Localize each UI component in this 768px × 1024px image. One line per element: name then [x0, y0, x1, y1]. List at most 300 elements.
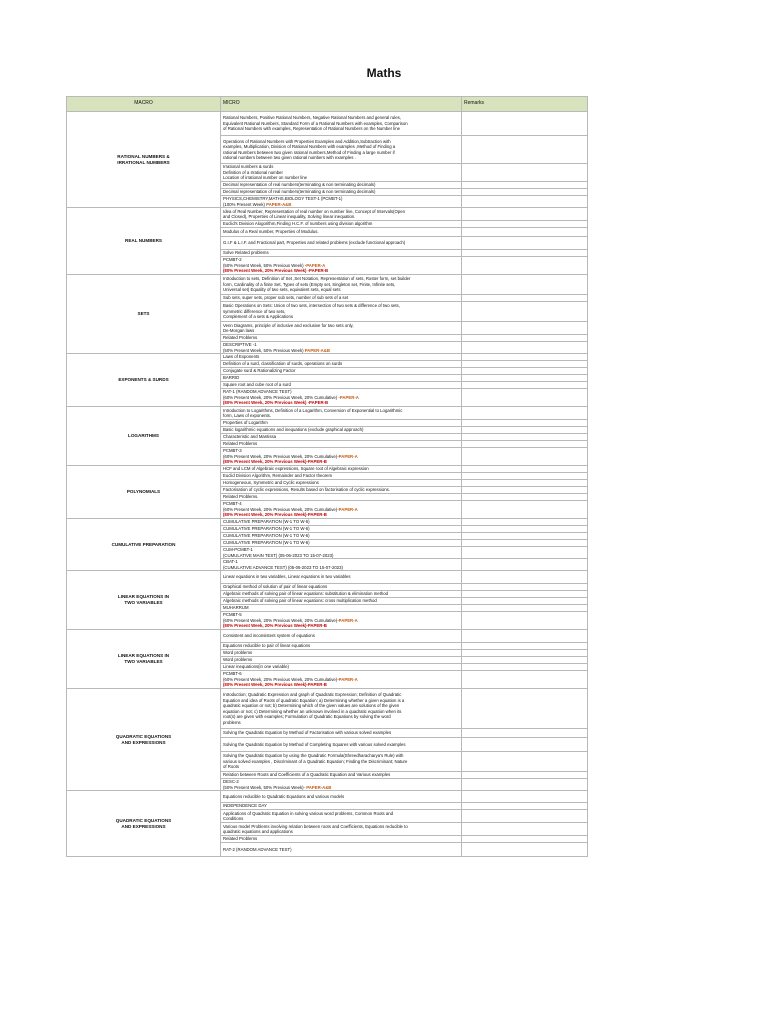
micro-text: Equations reducible to Quadratic Equations and various models	[223, 793, 345, 799]
micro-text: Conjugate surd & Rationalizing Factor	[223, 368, 296, 374]
remarks-cell	[462, 361, 588, 368]
remarks-cell	[462, 434, 588, 441]
micro-line	[223, 420, 459, 426]
micro-cell	[221, 591, 462, 598]
micro-text: G.I.F & L.I.F. and Fractional part, Properties and related problems (exclude functional approach)	[223, 240, 406, 246]
micro-cell	[221, 605, 462, 612]
micro-cell	[221, 729, 462, 738]
table-row	[67, 571, 588, 584]
remarks-cell	[462, 803, 588, 810]
remarks-cell	[462, 389, 588, 407]
paper-tag: PAPER-A	[338, 453, 358, 459]
micro-line	[223, 494, 459, 500]
micro-line	[223, 598, 459, 604]
syllabus-table	[66, 96, 588, 857]
micro-text: CUMULATIVE PREPARATION (W-1 TO W-6)	[223, 533, 310, 539]
micro-cell	[221, 480, 462, 487]
micro-cell	[221, 275, 462, 295]
micro-cell	[221, 738, 462, 752]
micro-text: Rational Numbers, Positive Rational Numbers, Negative Rational Numbers and general rules,	[223, 115, 401, 121]
micro-line	[223, 189, 459, 195]
macro-header: MACRO	[67, 97, 221, 112]
micro-line	[223, 459, 459, 465]
micro-cell	[221, 533, 462, 540]
micro-cell	[221, 643, 462, 650]
remarks-cell	[462, 407, 588, 420]
remarks-cell	[462, 559, 588, 571]
remarks-cell	[462, 136, 588, 164]
micro-text: Related Problems	[223, 335, 258, 341]
micro-cell	[221, 228, 462, 237]
remarks-cell	[462, 540, 588, 547]
remarks-cell	[462, 189, 588, 196]
micro-text: Euclid Division Algorithm, Remainder and Factor theorem	[223, 473, 333, 479]
micro-line	[223, 829, 459, 835]
macro-label: QUADRATIC EQUATIONS	[115, 733, 172, 739]
micro-cell	[221, 342, 462, 354]
micro-cell	[221, 237, 462, 250]
micro-text: various solved examples , Discriminant of a Quadratic Equation; Finding the Discriminant; Nature	[223, 758, 408, 764]
micro-cell	[221, 250, 462, 257]
micro-text: CUMULATIVE PREPARATION (W-1 TO W-6)	[223, 519, 310, 525]
paper-tag: PAPER-A	[338, 506, 358, 512]
remarks-cell	[462, 650, 588, 657]
micro-cell	[221, 650, 462, 657]
micro-text: Word problems	[223, 650, 253, 656]
remarks-cell	[462, 466, 588, 473]
table-row	[67, 791, 588, 803]
remarks-cell	[462, 823, 588, 836]
micro-cell	[221, 302, 462, 322]
micro-cell	[221, 664, 462, 671]
macro-cell	[67, 275, 221, 354]
micro-text: (60% Present Week, 20% Previous Week, 20% Cumulative)-	[223, 506, 339, 512]
paper-tag: PAPER-A	[338, 617, 358, 623]
table-row	[67, 630, 588, 643]
micro-line	[223, 328, 459, 334]
micro-cell	[221, 803, 462, 810]
micro-text: (60% Present Week, 20% Previous Week, 20% Cumulative) -	[223, 394, 340, 400]
micro-text: Square root and cube root of a surd	[223, 382, 291, 388]
macro-cell	[67, 689, 221, 791]
micro-cell	[221, 791, 462, 803]
micro-text: Linear inequations(in one variable)	[223, 664, 289, 670]
remarks-cell	[462, 322, 588, 335]
remarks-cell	[462, 237, 588, 250]
micro-text: Venn Diagrams, principle of inclusive and exclusive for two sets only,	[223, 322, 354, 328]
macro-cell	[67, 519, 221, 571]
micro-text: Equivalent Rational Numbers, Standard Form of a Rational Numbers with examples, Comparison	[223, 120, 408, 126]
micro-text: RAT-1 (RANDOM ADVANCE TEST)	[223, 389, 292, 395]
micro-text: BARRID	[223, 375, 240, 381]
remarks-cell	[462, 182, 588, 189]
remarks-cell	[462, 501, 588, 519]
micro-text: Introduction; Quadratic Expression and graph of Quadratic Expression; Definition of Quadratic	[223, 692, 402, 697]
macro-cell	[67, 112, 221, 208]
micro-cell	[221, 448, 462, 466]
micro-cell	[221, 779, 462, 791]
micro-cell	[221, 526, 462, 533]
micro-text: PCMBT-6	[223, 671, 242, 677]
remarks-cell	[462, 571, 588, 584]
micro-line	[223, 250, 459, 256]
micro-line	[223, 287, 459, 293]
micro-line	[223, 836, 459, 842]
macro-cell	[67, 407, 221, 466]
macro-cell	[67, 630, 221, 689]
micro-cell	[221, 112, 462, 136]
micro-cell	[221, 434, 462, 441]
micro-line	[223, 623, 459, 629]
micro-line	[223, 126, 459, 132]
micro-cell	[221, 473, 462, 480]
micro-cell	[221, 221, 462, 228]
remarks-cell	[462, 382, 588, 389]
micro-line	[223, 240, 459, 246]
remarks-cell	[462, 164, 588, 182]
micro-text: Graphical method of solution of pair of linear equations	[223, 584, 328, 590]
macro-label: SETS	[137, 311, 150, 316]
micro-line	[223, 526, 459, 532]
micro-line	[223, 785, 459, 791]
micro-text: Various model Problems involving relation between roots and Coefficients, Equations reducible to	[223, 823, 408, 829]
macro-cell	[67, 466, 221, 519]
remarks-cell	[462, 752, 588, 772]
micro-text: Conditions	[223, 816, 244, 821]
micro-cell	[221, 382, 462, 389]
micro-text: MUHARRUM	[223, 605, 249, 611]
micro-text: rational numbers between two given rational numbers with examples .	[223, 155, 356, 160]
micro-text: symmetric difference of two sets,	[223, 308, 286, 314]
micro-cell	[221, 487, 462, 494]
micro-text: Consistent and inconsistent system of equations	[223, 633, 315, 639]
macro-cell	[67, 791, 221, 857]
remarks-cell	[462, 689, 588, 729]
micro-line	[223, 847, 459, 853]
micro-cell	[221, 407, 462, 420]
micro-cell	[221, 196, 462, 208]
micro-cell	[221, 420, 462, 427]
micro-cell	[221, 547, 462, 559]
micro-text: Algebraic methods of solving pair of linear equations: substitution & elimination method	[223, 591, 389, 597]
remarks-cell	[462, 302, 588, 322]
micro-line	[223, 229, 459, 235]
macro-label: IRRATIONAL NUMBERS	[117, 159, 170, 165]
micro-text: Euclid's Division Alogorithm,Finding H.C.F. of numbers using division algorithm	[223, 221, 373, 227]
micro-line	[223, 533, 459, 539]
micro-line	[223, 803, 459, 809]
micro-text: CBAT-1	[223, 559, 238, 564]
table-row	[67, 519, 588, 526]
macro-label: LINEAR EQUATIONS IN	[117, 653, 170, 658]
micro-text: Factorisation of cyclic expressions, Results based on factorisation of cyclic expressions.	[223, 487, 390, 493]
micro-line	[223, 633, 459, 639]
macro-label: EXPONENTS & SURDS	[118, 377, 169, 382]
micro-cell	[221, 630, 462, 643]
micro-text: of Rational Numbers with examples, Representation of Rational Numbers on the Number line	[223, 126, 400, 132]
micro-line	[223, 730, 459, 736]
remarks-cell	[462, 448, 588, 466]
micro-text: Algebraic methods of solving pair of linear equations: cross multiplication method	[223, 598, 377, 604]
remarks-cell	[462, 584, 588, 591]
micro-line	[223, 221, 459, 227]
micro-text: PCMBT-4	[223, 501, 242, 507]
micro-line	[223, 434, 459, 440]
micro-text: Word problems	[223, 657, 253, 663]
micro-text: Homogeneous, Symmetric and Cyclic expressions	[223, 480, 319, 486]
remarks-cell	[462, 519, 588, 526]
remarks-cell	[462, 208, 588, 221]
remarks-cell	[462, 257, 588, 275]
micro-cell	[221, 494, 462, 501]
micro-text: (50% Present Week, 50% Previous Week)-	[223, 784, 307, 790]
remarks-cell	[462, 335, 588, 342]
macro-label: AND EXPRESSIONS	[121, 823, 166, 829]
micro-text: Relation between Roots and Coefficients of a Quadratic Equation and Various examples	[223, 772, 391, 778]
remarks-cell	[462, 228, 588, 237]
micro-cell	[221, 189, 462, 196]
micro-text: Solving the Quadratic Equation by Method of Factorisation with various solved examples	[223, 730, 392, 736]
macro-label: CUMULATIVE PREPARATION	[111, 541, 176, 547]
remarks-cell	[462, 295, 588, 302]
micro-cell	[221, 843, 462, 857]
micro-line	[223, 368, 459, 374]
micro-line	[223, 413, 459, 419]
micro-text: Sub sets, super sets, proper sub sets, number of sub sets of a set	[223, 295, 349, 301]
micro-text: (60% Present Week, 20% Previous Week, 20% Cumulative)-	[223, 676, 339, 682]
micro-text: INDEPENDENCE DAY	[223, 803, 267, 809]
micro-text: Laws of Exponents	[223, 354, 260, 360]
micro-text: (CUMULATIVE ADVANCE TEST) (05-06-2023 TO 15-07-2023)	[223, 564, 343, 570]
micro-text: (80% Present Week, 20% Previous Week)-PAPER-B	[223, 512, 327, 518]
remarks-cell	[462, 375, 588, 382]
micro-text: HCF and LCM of Algebraic expressions, Square root of Algebraic expression	[223, 466, 369, 472]
table-row	[67, 354, 588, 361]
remarks-cell	[462, 779, 588, 791]
micro-text: Properties of Logarithm	[223, 420, 268, 426]
micro-cell	[221, 519, 462, 526]
micro-cell	[221, 361, 462, 368]
micro-cell	[221, 257, 462, 275]
micro-cell	[221, 295, 462, 302]
remarks-cell	[462, 427, 588, 434]
micro-text: Modulus of a Real number, Properties of Modulus.	[223, 229, 319, 235]
micro-text: Operations of Rational Numbers with Properties Examples and Addition,Subtraction with	[223, 138, 391, 144]
micro-text: CUMULATIVE PREPARATION (W-1 TO W-6)	[223, 526, 310, 532]
micro-text: CUM-PCMBT-1	[223, 547, 253, 552]
remarks-cell	[462, 368, 588, 375]
micro-cell	[221, 571, 462, 584]
micro-text: DESC-2	[223, 779, 239, 784]
paper-tag: PAPER-A&B	[306, 784, 332, 790]
macro-label: AND EXPRESSIONS	[121, 739, 166, 745]
macro-label: TWO VARIABLES	[124, 659, 163, 664]
micro-cell	[221, 322, 462, 335]
macro-cell	[67, 571, 221, 630]
micro-text: Decimal representation of real numbers(terminating & non terminating decimals)	[223, 182, 376, 188]
micro-line	[223, 742, 459, 748]
micro-line	[223, 574, 459, 580]
micro-text: (CUMULATIVE MAIN TEST) (05-06-2023 TO 15-07-2023)	[223, 552, 334, 558]
remarks-cell	[462, 630, 588, 643]
micro-line	[223, 643, 459, 649]
micro-text: (80% Present Week, 20% Previous Week) -PAPER-B	[223, 400, 329, 406]
macro-label: QUADRATIC EQUATIONS	[115, 817, 172, 823]
micro-cell	[221, 182, 462, 189]
micro-cell	[221, 540, 462, 547]
micro-text: Related Problems	[223, 441, 258, 447]
micro-cell	[221, 823, 462, 836]
micro-line	[223, 335, 459, 341]
micro-text: PCMBT-3	[223, 448, 242, 454]
micro-text: DESCRIPTIVE -1	[223, 342, 257, 347]
micro-cell	[221, 612, 462, 630]
micro-line	[223, 182, 459, 188]
paper-tag: PAPER-A	[339, 394, 359, 400]
micro-cell	[221, 164, 462, 182]
micro-line	[223, 605, 459, 611]
micro-line	[223, 382, 459, 388]
micro-text: Basic logarithmic equations and inequations (exclude graphical approach)	[223, 427, 364, 433]
micro-text: Introduction to sets, Definition of Set ,Set Notation, Representation of sets, Roster form, set builder	[223, 276, 411, 282]
micro-text: (60% Present Week, 20% Previous Week, 20% Cumulative)-	[223, 617, 339, 623]
paper-tag: PAPER-A	[306, 262, 326, 268]
remarks-cell	[462, 112, 588, 136]
micro-text: equation or not; c) Determining whether an unknown involved in a quadratic equation when its	[223, 708, 402, 714]
header-row	[67, 97, 588, 112]
micro-text: Equations reducible to pair of linear equations	[223, 643, 311, 649]
remarks-cell	[462, 547, 588, 559]
micro-text: Idea of Real Number, Representation of real number on number line, Concept of Intervals(Open	[223, 208, 406, 214]
micro-line	[223, 682, 459, 688]
micro-line	[223, 764, 459, 770]
micro-text: PCMBT-2	[223, 257, 242, 263]
remarks-cell	[462, 843, 588, 857]
micro-text: (60% Present Week, 20% Previous Week, 20% Cumulative)-	[223, 453, 339, 459]
micro-cell	[221, 427, 462, 434]
remarks-cell	[462, 487, 588, 494]
remarks-cell	[462, 791, 588, 803]
micro-text: Location of irrational number on number line	[223, 175, 308, 181]
paper-tag: PAPER-A	[338, 676, 358, 682]
micro-text: CUMULATIVE PREPARATION (W-1 TO W-6)	[223, 540, 310, 546]
micro-line	[223, 664, 459, 670]
micro-cell	[221, 584, 462, 591]
macro-label: REAL NUMBERS	[125, 238, 162, 243]
micro-line	[223, 480, 459, 486]
remarks-cell	[462, 420, 588, 427]
micro-text: Decimal representation of real numbers(terminating & non terminating decimals)	[223, 189, 376, 195]
micro-cell	[221, 671, 462, 689]
micro-cell	[221, 657, 462, 664]
micro-text: (80% Present Week, 20% Previous Week)-PAPER-B	[223, 682, 327, 688]
micro-line	[223, 816, 459, 822]
remarks-cell	[462, 221, 588, 228]
micro-cell	[221, 354, 462, 361]
micro-cell	[221, 752, 462, 772]
micro-line	[223, 348, 459, 354]
micro-line	[223, 466, 459, 472]
micro-text: Solving the Quadratic Equation by Method of Completing Squares with various solved examples	[223, 741, 406, 747]
macro-label: LINEAR EQUATIONS IN	[117, 594, 170, 599]
remarks-cell	[462, 250, 588, 257]
micro-line	[223, 354, 459, 360]
micro-line	[223, 314, 459, 320]
remarks-cell	[462, 196, 588, 208]
micro-cell	[221, 501, 462, 519]
remarks-cell	[462, 657, 588, 664]
remarks-cell	[462, 612, 588, 630]
micro-text: quadratic equations and applications	[223, 829, 293, 834]
micro-line	[223, 295, 459, 301]
micro-text: root(s) are given with examples; Formulation of Quadratic Equations by solving the word	[223, 714, 391, 719]
remarks-cell	[462, 605, 588, 612]
remarks-cell	[462, 671, 588, 689]
remarks-cell	[462, 533, 588, 540]
micro-cell	[221, 389, 462, 407]
document-title: Maths	[366, 66, 402, 80]
micro-cell	[221, 466, 462, 473]
remarks-cell	[462, 441, 588, 448]
macro-label: POLYNOMIALS	[126, 489, 161, 494]
micro-cell	[221, 559, 462, 571]
table-row	[67, 112, 588, 136]
micro-line	[223, 155, 459, 161]
micro-text: Complement of a sets & Applications	[223, 314, 293, 320]
micro-text: of Roots	[223, 764, 240, 770]
micro-text: Irrational numbers & surds	[223, 164, 274, 170]
micro-cell	[221, 136, 462, 164]
table-row	[67, 407, 588, 420]
micro-text: (50% Present Week, 50% Previous Week) -	[223, 262, 307, 268]
micro-text: (100% Present Week)	[223, 201, 267, 207]
remarks-cell	[462, 494, 588, 501]
remarks-cell	[462, 354, 588, 361]
micro-cell	[221, 335, 462, 342]
micro-cell	[221, 689, 462, 729]
micro-line	[223, 794, 459, 800]
remarks-header: Remarks	[462, 97, 588, 112]
micro-text: PHYSICS,CHEMISTRY,MATHS,BIOLOGY TEST-1 (PCMBT-1)	[223, 196, 343, 201]
micro-line	[223, 519, 459, 525]
micro-text: RAT-2 (RANDOM ADVANCE TEST)	[223, 846, 292, 852]
paper-tag: PAPER-A&B	[304, 347, 330, 353]
micro-text: rational Numbers between two given rational numbers,Method of Finding a large number if	[223, 149, 395, 155]
micro-text: (50% Present Week, 50% Previous Week)	[223, 347, 305, 353]
remarks-cell	[462, 591, 588, 598]
micro-text: Definition of a Irrational number	[223, 169, 283, 175]
micro-line	[223, 565, 459, 571]
micro-text: Universal set) Equality of two sets, equivalent sets, equal sets	[223, 287, 341, 293]
micro-text: form, Cardinality of a finite Set, Types of sets (Empty set, Singleton set, Finite, Infinite sets,	[223, 281, 396, 287]
micro-text: examples, Multiplication, Division of Rational Numbers with examples ,Method of Finding a	[223, 144, 396, 149]
micro-line	[223, 487, 459, 493]
micro-text: De-Morgan laws	[223, 328, 255, 333]
table-row	[67, 466, 588, 473]
macro-cell	[67, 208, 221, 275]
micro-text: problems	[223, 719, 241, 725]
micro-line	[223, 427, 459, 433]
macro-label: RATIONAL NUMBERS &	[117, 153, 170, 159]
micro-cell	[221, 598, 462, 605]
micro-text: form, Laws of exponents.	[223, 413, 272, 418]
micro-text: quadratic equation or not; b) Determining which of the given values are solutions of the given	[223, 703, 400, 708]
micro-line	[223, 400, 459, 406]
remarks-cell	[462, 738, 588, 752]
micro-text: Linear equations in two variables, Linear equations in two variables	[223, 574, 351, 580]
micro-text: (80% Present Week, 20% Previous Week)-PAPER-B	[223, 623, 327, 629]
remarks-cell	[462, 664, 588, 671]
